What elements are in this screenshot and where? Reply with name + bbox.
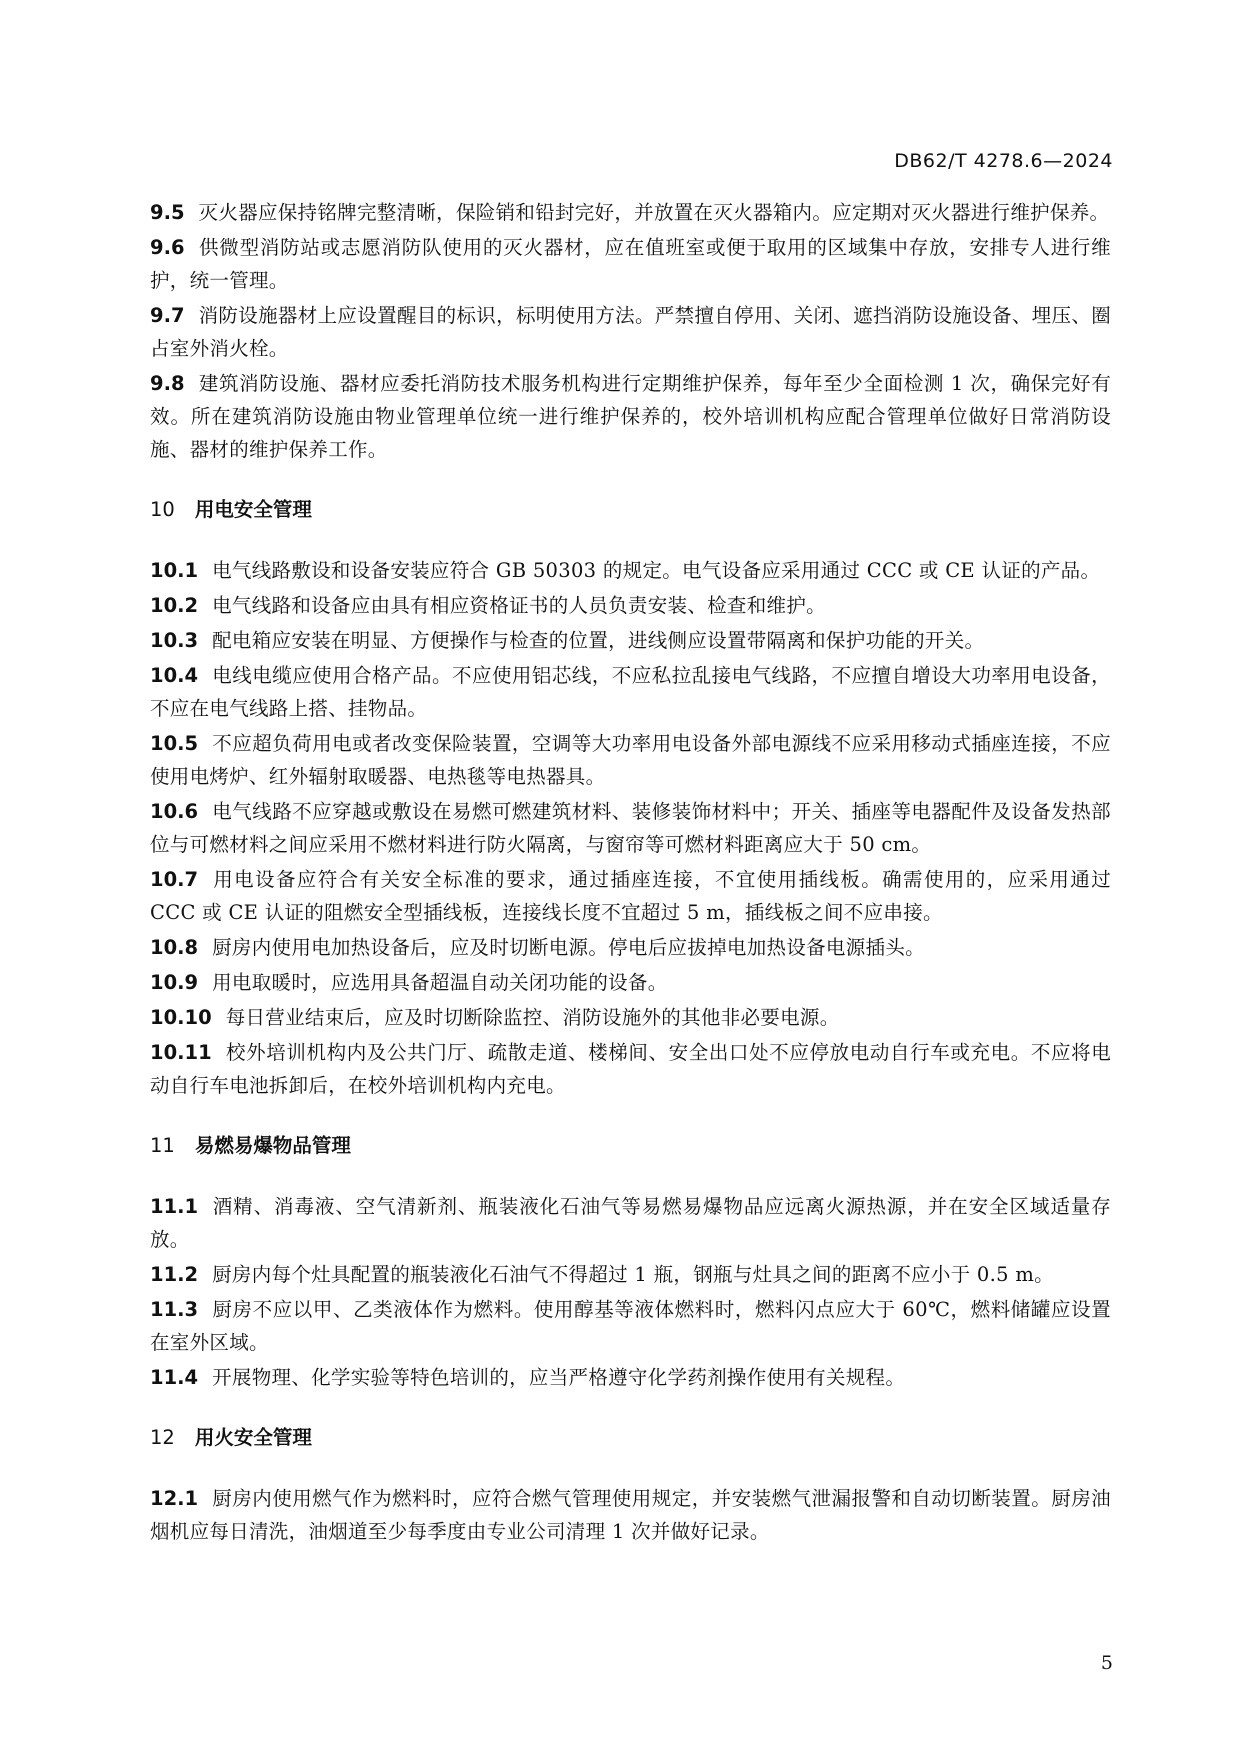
clause-text: 配电箱应安装在明显、方便操作与检查的位置，进线侧应设置带隔离和保护功能的开关。 <box>212 629 985 652</box>
clause-text: 电线电缆应使用合格产品。不应使用铝芯线，不应私拉乱接电气线路，不应擅自增设大功率用电设备，不应在电气线路上搭、挂物品。 <box>150 664 1111 720</box>
section-number: 10 <box>150 498 175 521</box>
clause-paragraph <box>150 1482 1111 1548</box>
clause-paragraph <box>150 624 1111 657</box>
page-number: 5 <box>1100 1652 1113 1674</box>
clause-number: 9.8 <box>150 372 185 395</box>
clause-text: 建筑消防设施、器材应委托消防技术服务机构进行定期维护保养，每年至少全面检测 1 次，确保完好有效。所在建筑消防设施由物业管理单位统一进行维护保养的，校外培训机构应配合管理单位做好日常消防设施、器材的维护保养工作。 <box>150 372 1111 461</box>
clause-paragraph <box>150 966 1111 999</box>
clause-text: 用电设备应符合有关安全标准的要求，通过插座连接，不宜使用插线板。确需使用的，应采用通过 CCC 或 CE 认证的阻燃安全型插线板，连接线长度不宜超过 5 m，插线板之间不应串接。 <box>150 868 1111 924</box>
clause-text: 酒精、消毒液、空气清新剂、瓶装液化石油气等易燃易爆物品应远离火源热源，并在安全区域适量存放。 <box>150 1195 1111 1251</box>
clause-text: 厨房内每个灶具配置的瓶装液化石油气不得超过 1 瓶，钢瓶与灶具之间的距离不应小于 0.5 m。 <box>212 1263 1054 1286</box>
section-number: 11 <box>150 1134 175 1157</box>
clause-paragraph <box>150 196 1111 229</box>
clause-paragraph <box>150 1001 1111 1034</box>
clause-number: 12.1 <box>150 1487 199 1510</box>
section-heading <box>150 493 1111 526</box>
clause-paragraph <box>150 1190 1111 1256</box>
clause-text: 电气线路不应穿越或敷设在易燃可燃建筑材料、装修装饰材料中；开关、插座等电器配件及设备发热部位与可燃材料之间应采用不燃材料进行防火隔离，与窗帘等可燃材料距离应大于 50 cm。 <box>150 800 1111 856</box>
clause-text: 电气线路敷设和设备安装应符合 GB 50303 的规定。电气设备应采用通过 CCC 或 CE 认证的产品。 <box>212 559 1101 582</box>
clause-text: 厨房不应以甲、乙类液体作为燃料。使用醇基等液体燃料时，燃料闪点应大于 60℃，燃料储罐应设置在室外区域。 <box>150 1298 1111 1354</box>
clause-number: 10.4 <box>150 664 199 687</box>
clause-text: 每日营业结束后，应及时切断除监控、消防设施外的其他非必要电源。 <box>225 1006 840 1029</box>
clause-number: 10.3 <box>150 629 199 652</box>
clause-paragraph <box>150 727 1111 793</box>
section-title: 易燃易爆物品管理 <box>194 1134 351 1157</box>
clause-number: 10.9 <box>150 971 199 994</box>
clause-paragraph <box>150 1036 1111 1102</box>
clause-text: 电气线路和设备应由具有相应资格证书的人员负责安装、检查和维护。 <box>212 594 826 617</box>
clause-paragraph <box>150 931 1111 964</box>
clause-number: 10.8 <box>150 936 199 959</box>
clause-text: 校外培训机构内及公共门厅、疏散走道、楼梯间、安全出口处不应停放电动自行车或充电。不应将电动自行车电池拆卸后，在校外培训机构内充电。 <box>150 1041 1111 1097</box>
document-body <box>150 196 1111 1550</box>
clause-paragraph <box>150 1258 1111 1291</box>
clause-number: 10.2 <box>150 594 199 617</box>
clause-number: 11.4 <box>150 1366 199 1389</box>
clause-number: 9.6 <box>150 236 185 259</box>
clause-paragraph <box>150 659 1111 725</box>
clause-paragraph <box>150 795 1111 861</box>
section-title: 用电安全管理 <box>194 498 312 521</box>
clause-text: 用电取暖时，应选用具备超温自动关闭功能的设备。 <box>212 971 668 994</box>
clause-number: 10.7 <box>150 868 199 891</box>
clause-paragraph <box>150 299 1111 365</box>
clause-paragraph <box>150 231 1111 297</box>
clause-text: 不应超负荷用电或者改变保险装置，空调等大功率用电设备外部电源线不应采用移动式插座连接，不应使用电烤炉、红外辐射取暖器、电热毯等电热器具。 <box>150 732 1111 788</box>
clause-paragraph <box>150 554 1111 587</box>
clause-text: 厨房内使用燃气作为燃料时，应符合燃气管理使用规定，并安装燃气泄漏报警和自动切断装置。厨房油烟机应每日清洗，油烟道至少每季度由专业公司清理 1 次并做好记录。 <box>150 1487 1111 1543</box>
clause-text: 供微型消防站或志愿消防队使用的灭火器材，应在值班室或便于取用的区域集中存放，安排专人进行维护，统一管理。 <box>150 236 1111 292</box>
clause-paragraph <box>150 863 1111 929</box>
clause-paragraph <box>150 367 1111 466</box>
clause-number: 10.1 <box>150 559 199 582</box>
document-code: DB62/T 4278.6—2024 <box>894 150 1113 172</box>
clause-number: 11.2 <box>150 1263 199 1286</box>
clause-text: 灭火器应保持铭牌完整清晰，保险销和铅封完好，并放置在灭火器箱内。应定期对灭火器进行维护保养。 <box>198 201 1110 224</box>
clause-number: 10.5 <box>150 732 199 755</box>
section-title: 用火安全管理 <box>194 1426 312 1449</box>
section-heading <box>150 1421 1111 1454</box>
clause-text: 消防设施器材上应设置醒目的标识，标明使用方法。严禁擅自停用、关闭、遮挡消防设施设备、埋压、圈占室外消火栓。 <box>150 304 1111 360</box>
clause-number: 10.6 <box>150 800 199 823</box>
clause-number: 10.11 <box>150 1041 212 1064</box>
clause-paragraph <box>150 1293 1111 1359</box>
clause-number: 11.1 <box>150 1195 199 1218</box>
clause-number: 9.5 <box>150 201 185 224</box>
clause-number: 10.10 <box>150 1006 212 1029</box>
clause-number: 9.7 <box>150 304 185 327</box>
clause-number: 11.3 <box>150 1298 199 1321</box>
section-number: 12 <box>150 1426 175 1449</box>
clause-paragraph <box>150 1361 1111 1394</box>
clause-text: 开展物理、化学实验等特色培训的，应当严格遵守化学药剂操作使用有关规程。 <box>212 1366 906 1389</box>
clause-text: 厨房内使用电加热设备后，应及时切断电源。停电后应拔掉电加热设备电源插头。 <box>212 936 925 959</box>
section-heading <box>150 1129 1111 1162</box>
clause-paragraph <box>150 589 1111 622</box>
